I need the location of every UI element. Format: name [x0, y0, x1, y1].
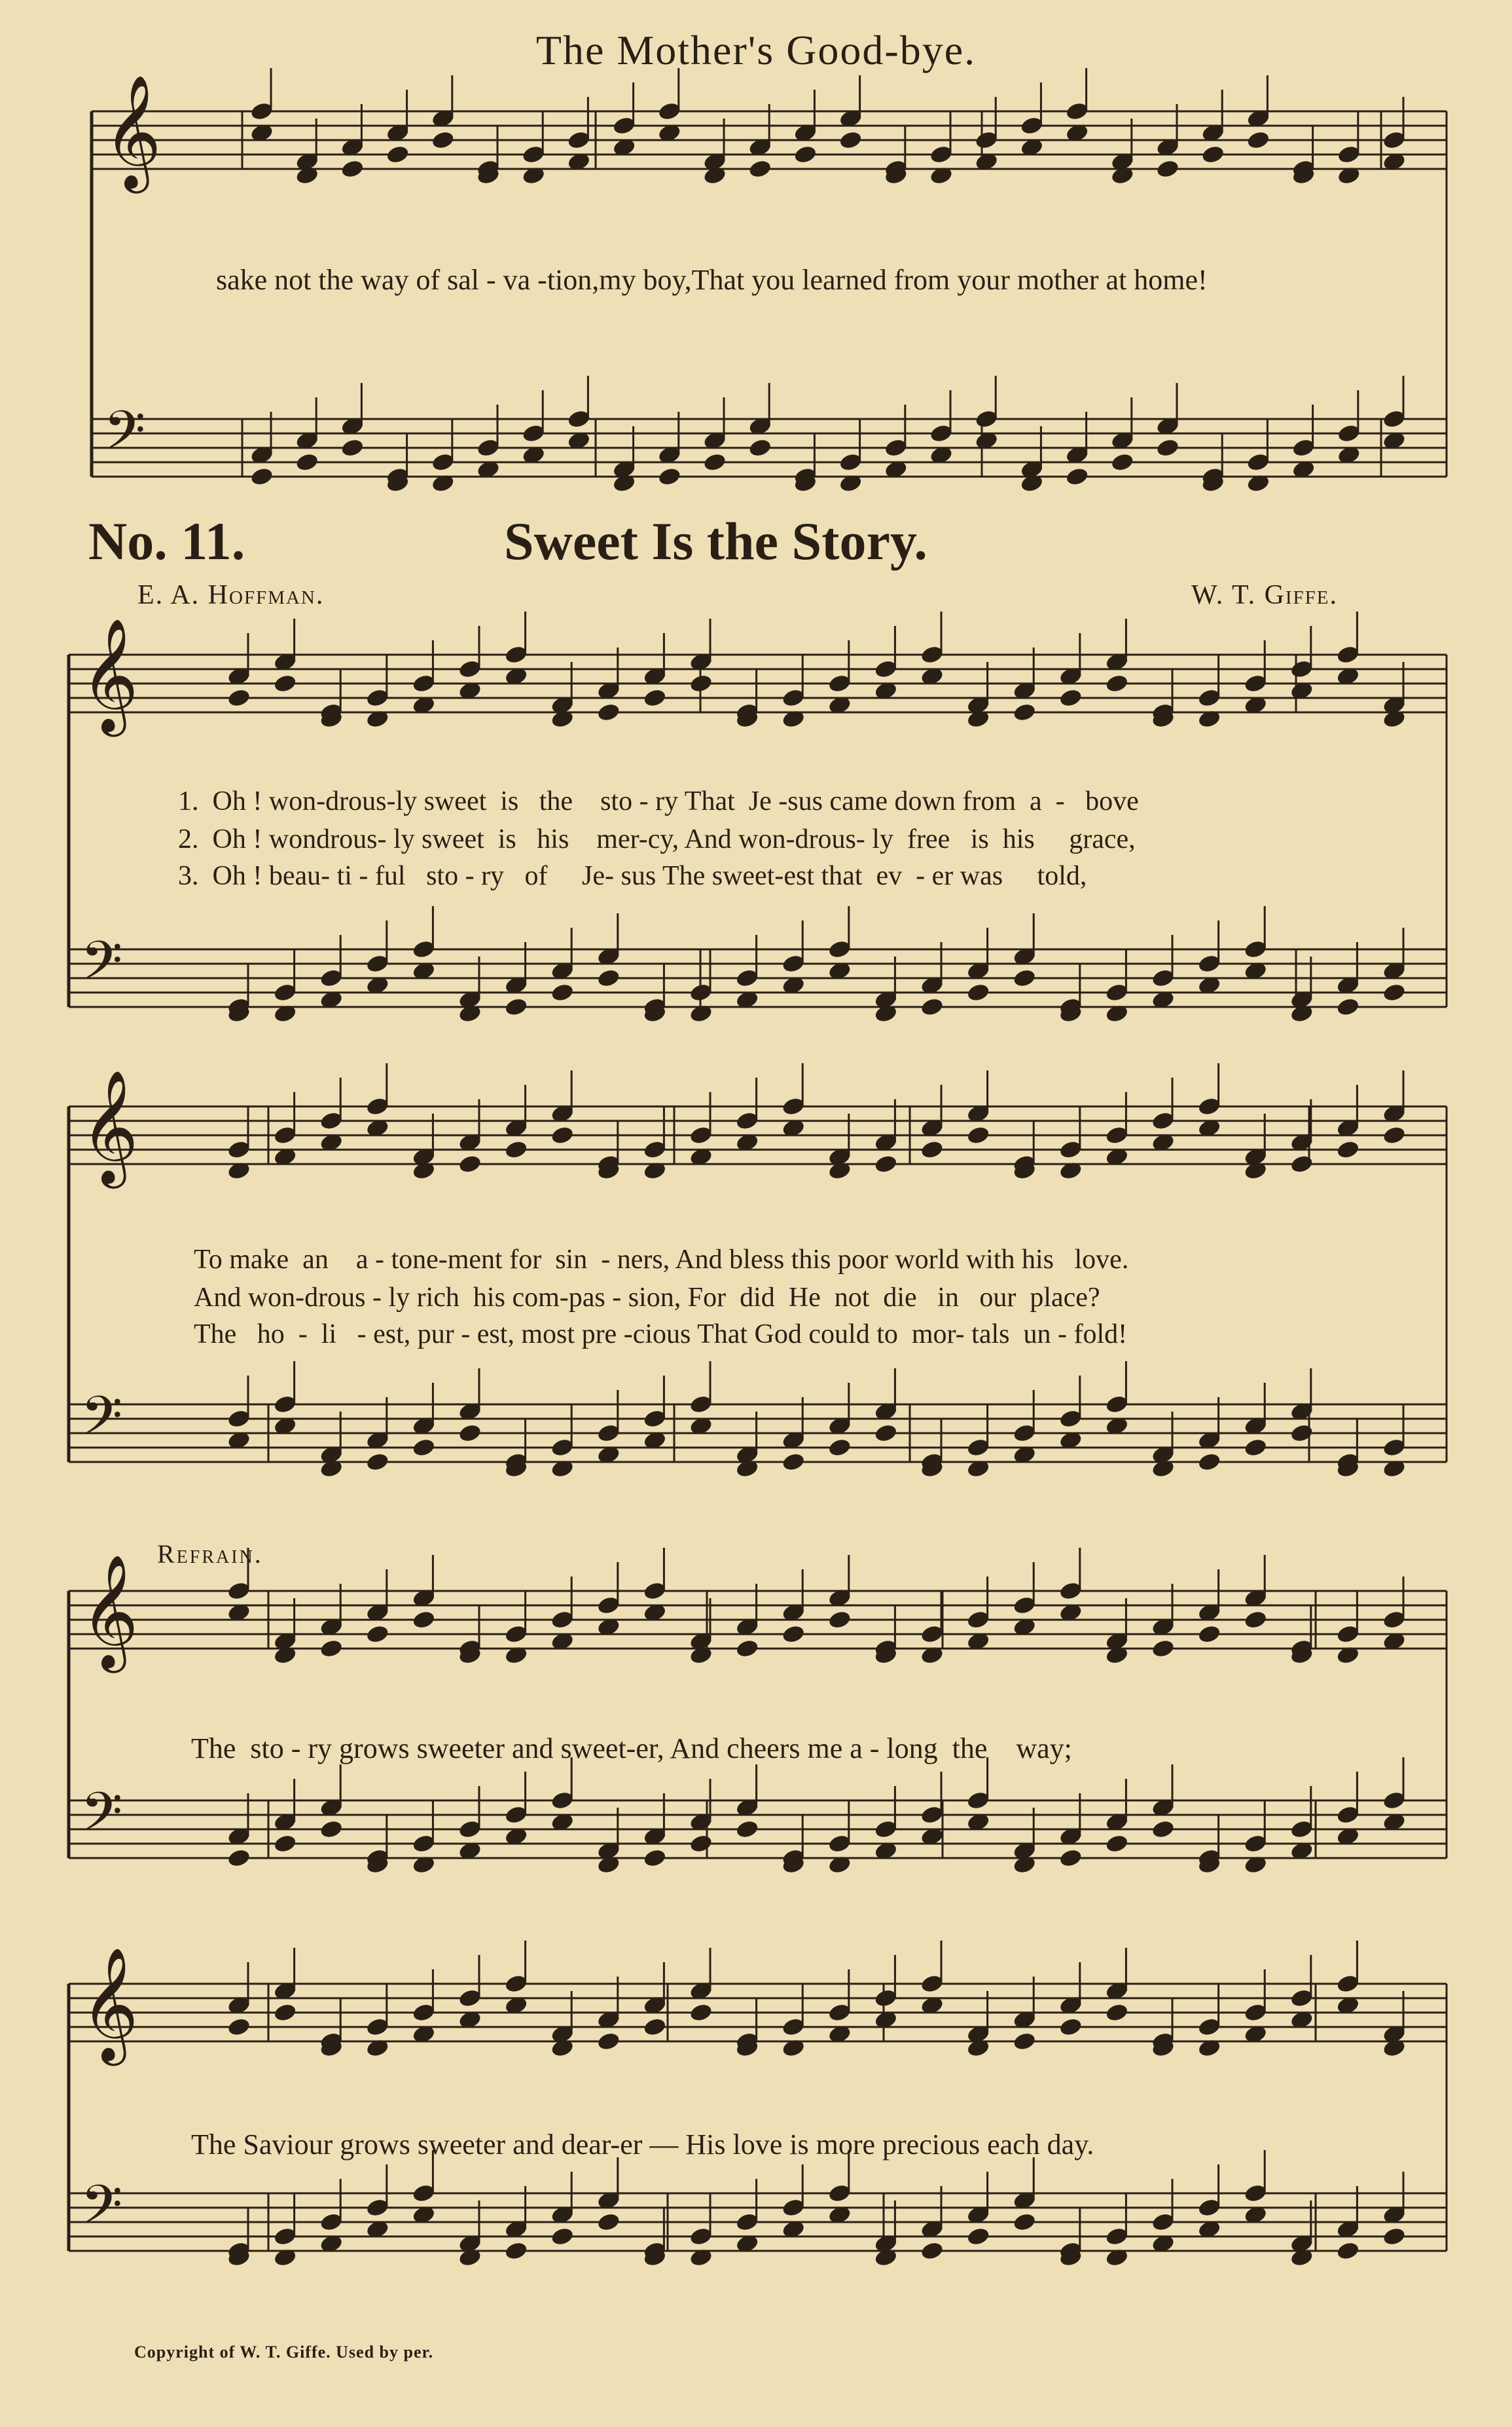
- note-head: [1382, 2226, 1407, 2247]
- note-head: [1289, 1423, 1314, 1444]
- note-head: [295, 452, 319, 473]
- bass-clef-icon: 𝄢: [81, 2173, 123, 2250]
- notes: [226, 68, 1407, 2268]
- note-head: [596, 2031, 621, 2052]
- refrain-label: Refrain.: [157, 1539, 263, 1569]
- note-head: [966, 1125, 991, 1146]
- note-head: [1105, 1833, 1130, 1854]
- note-head: [781, 1624, 806, 1645]
- note-head: [1382, 1125, 1407, 1146]
- note-head: [1382, 982, 1407, 1003]
- note-head: [735, 1638, 760, 1659]
- note-head: [386, 144, 410, 165]
- note-head: [550, 1125, 575, 1146]
- note-head: [1200, 144, 1225, 165]
- hymn-number: No. 11.: [88, 511, 245, 571]
- note-head: [920, 2240, 945, 2261]
- treble-clef-icon: 𝄞: [81, 1070, 139, 1184]
- note-head: [458, 1154, 482, 1175]
- note-head: [1012, 702, 1037, 723]
- note-head: [596, 968, 621, 989]
- note-head: [747, 437, 772, 458]
- note-head: [504, 996, 529, 1017]
- note-head: [1012, 2212, 1037, 2233]
- note-head: [966, 2226, 991, 2247]
- note-head: [458, 1423, 482, 1444]
- treble-clef-icon: 𝄞: [81, 1554, 139, 1668]
- verse-3-line-2: The ho - li - est, pur - est, most pre -cious That God could to mor- tals un - fold!: [194, 1319, 1128, 1349]
- note-head: [1105, 2002, 1130, 2023]
- note-head: [340, 158, 365, 179]
- note-head: [340, 437, 365, 458]
- music-credit: W. T. Giffe.: [1191, 580, 1339, 610]
- note-head: [657, 466, 682, 487]
- top-lyric: sake not the way of sal - va -tion,my boy,That you learned from your mother at home!: [216, 264, 1208, 296]
- treble-clef-icon: 𝄞: [81, 1947, 139, 2061]
- note-head: [226, 1848, 251, 1869]
- note-head: [1065, 466, 1090, 487]
- note-head: [1336, 2240, 1361, 2261]
- note-head: [1058, 2016, 1083, 2037]
- note-head: [1012, 2031, 1037, 2052]
- note-head: [1012, 968, 1037, 989]
- note-head: [273, 1833, 298, 1854]
- note-head: [1336, 1139, 1361, 1160]
- treble-clef-icon: 𝄞: [103, 75, 162, 189]
- verse-1-line-2: To make an a - tone-ment for sin - ners, And bless this poor world with his love.: [194, 1245, 1129, 1275]
- note-head: [273, 673, 298, 694]
- note-head: [550, 2226, 575, 2247]
- note-head: [1336, 996, 1361, 1017]
- words-credit: E. A. Hoffman.: [137, 580, 325, 610]
- verse-3-line-1: 3. Oh ! beau- ti - ful sto - ry of Je- sus The sweet-est that ev - er was told,: [178, 861, 1087, 891]
- note-head: [827, 1437, 852, 1458]
- note-head: [412, 1437, 437, 1458]
- note-head: [365, 1451, 390, 1472]
- note-head: [1246, 130, 1271, 151]
- note-head: [319, 1819, 344, 1840]
- note-head: [920, 996, 945, 1017]
- refrain-line-1: The sto - ry grows sweeter and sweet-er, And cheers me a - long the way;: [191, 1732, 1072, 1764]
- note-head: [1151, 1819, 1176, 1840]
- note-head: [249, 466, 274, 487]
- note-head: [643, 687, 668, 708]
- copyright-notice: Copyright of W. T. Giffe. Used by per.: [134, 2343, 434, 2362]
- note-head: [643, 2016, 668, 2037]
- note-head: [781, 1451, 806, 1472]
- note-head: [226, 2016, 251, 2037]
- note-head: [1155, 158, 1180, 179]
- note-head: [431, 130, 456, 151]
- header-title: The Mother's Good-bye.: [535, 27, 977, 73]
- note-head: [702, 452, 727, 473]
- verse-2-line-1: 2. Oh ! wondrous- ly sweet is his mer-cy, And won-drous- ly free is his grace,: [178, 824, 1136, 854]
- note-head: [1243, 1609, 1268, 1630]
- note-head: [966, 982, 991, 1003]
- note-head: [643, 1848, 668, 1869]
- bass-clef-icon: 𝄢: [81, 929, 123, 1006]
- note-head: [1151, 1638, 1176, 1659]
- bass-clef-icon: 𝄢: [81, 1780, 123, 1857]
- note-head: [1197, 1624, 1222, 1645]
- note-head: [273, 2002, 298, 2023]
- note-head: [1155, 437, 1180, 458]
- note-head: [226, 687, 251, 708]
- note-head: [689, 2002, 713, 2023]
- hymn-title: Sweet Is the Story.: [504, 511, 927, 571]
- note-head: [319, 1638, 344, 1659]
- treble-clef-icon: 𝄞: [81, 618, 139, 732]
- note-head: [874, 1423, 899, 1444]
- note-head: [747, 158, 772, 179]
- note-head: [412, 1609, 437, 1630]
- note-head: [550, 982, 575, 1003]
- note-head: [596, 2212, 621, 2233]
- note-head: [920, 1139, 945, 1160]
- note-head: [735, 1819, 760, 1840]
- note-head: [827, 1609, 852, 1630]
- note-head: [1058, 687, 1083, 708]
- note-head: [1243, 1437, 1268, 1458]
- note-head: [504, 1139, 529, 1160]
- note-head: [838, 130, 863, 151]
- note-head: [1105, 673, 1130, 694]
- note-head: [1058, 1848, 1083, 1869]
- note-head: [365, 1624, 390, 1645]
- note-head: [793, 144, 818, 165]
- note-head: [689, 673, 713, 694]
- bass-clef-icon: 𝄢: [81, 1384, 123, 1461]
- note-head: [1110, 452, 1135, 473]
- note-head: [1197, 1451, 1222, 1472]
- note-head: [504, 2240, 529, 2261]
- note-head: [596, 702, 621, 723]
- refrain-line-2: The Saviour grows sweeter and dear-er — His love is more precious each day.: [191, 2128, 1094, 2161]
- note-head: [1289, 1154, 1314, 1175]
- verse-1-line-1: 1. Oh ! won-drous-ly sweet is the sto - ry That Je -sus came down from a - bove: [178, 786, 1139, 816]
- note-head: [689, 1833, 713, 1854]
- verse-2-line-2: And won-drous - ly rich his com-pas - sion, For did He not die in our place?: [194, 1283, 1100, 1313]
- bass-clef-icon: 𝄢: [103, 399, 146, 475]
- note-head: [874, 1154, 899, 1175]
